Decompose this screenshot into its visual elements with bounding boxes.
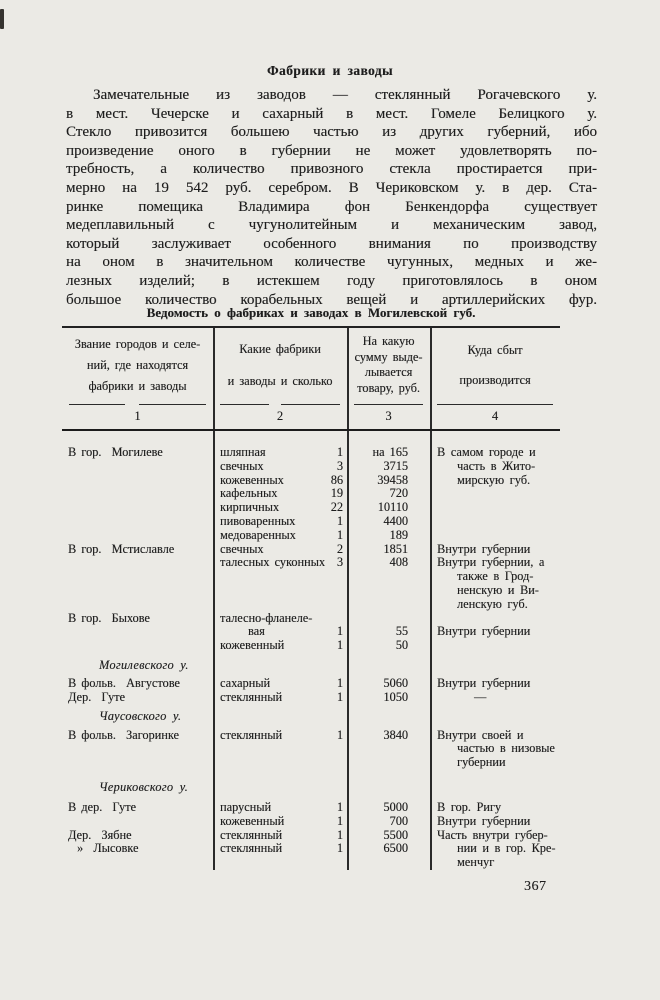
table-header: [62, 328, 560, 402]
cell-factory-count: 1: [336, 728, 343, 742]
cell-sum: [347, 570, 430, 584]
cell-factory: [213, 529, 347, 543]
paragraph-line: который заслуживает особенного внимания по производству: [66, 235, 597, 252]
table-row: [62, 729, 560, 743]
cell-sales: [430, 515, 560, 529]
cell-factory-type: талесных суконных: [220, 556, 326, 570]
cell-factory-count: 1: [336, 446, 343, 459]
cell-factory-type: стеклянный: [220, 728, 283, 742]
header-rule: [220, 404, 340, 405]
column-number: 1: [134, 409, 141, 423]
cell-sum: 5500: [383, 827, 408, 842]
column-number-cell: [213, 404, 347, 429]
cell-factory-count: 86: [330, 473, 343, 487]
column-number-row: [62, 404, 560, 429]
cell-factory-count: 3: [336, 459, 343, 473]
table-row: [62, 639, 560, 653]
cell-factory: [213, 842, 347, 856]
cell-location: [62, 556, 213, 570]
cell-factory: [213, 584, 347, 598]
column-number-cell: [347, 404, 430, 429]
cell-sum: 5060: [383, 675, 408, 690]
cell-factory-type: вая: [248, 625, 265, 639]
cell-sum: 10110: [377, 500, 408, 515]
cell-location: [62, 501, 213, 515]
cell-sum: 1851: [383, 541, 408, 556]
uezd-section-heading: Могилевского у.: [99, 657, 189, 672]
table-row: [62, 625, 560, 639]
cell-factory: [213, 515, 347, 529]
cell-factory-count: 1: [336, 842, 343, 856]
cell-factory-count: 1: [336, 639, 343, 653]
cell-sum: 3840: [383, 727, 408, 742]
table-row: [62, 742, 560, 756]
cell-factory-count: 1: [336, 676, 343, 690]
cell-sum: [347, 612, 430, 626]
table-row: [62, 677, 560, 691]
cell-sales: ненскую и Ви-: [457, 583, 539, 597]
cell-factory: [213, 460, 347, 474]
cell-location: Дер. Зябне: [68, 828, 132, 842]
body-paragraph: [66, 86, 597, 309]
paragraph-line: ринке помещика Владимира фон Бенкендорфа существует: [66, 198, 597, 215]
table-body: [62, 432, 560, 870]
cell-location: [62, 742, 213, 756]
cell-location: В гор. Могилеве: [68, 446, 163, 459]
cell-factory-type: кожевенный: [220, 814, 285, 828]
header-rule: [354, 404, 423, 405]
cell-factory-count: 1: [336, 690, 343, 704]
cell-sales: Внутри губернии: [437, 814, 531, 828]
paragraph-line: требность, а количество привозного стекла простирается при-: [66, 161, 597, 178]
table-row: [62, 529, 560, 543]
table-row: [62, 691, 560, 705]
cell-factory: [213, 446, 347, 460]
cell-factory-count: 1: [336, 528, 343, 542]
table-row: [62, 474, 560, 488]
cell-location: В фольв. Загоринке: [68, 728, 179, 742]
page-number: 367: [524, 879, 547, 894]
cell-sum: 189: [389, 527, 408, 542]
cell-location: [62, 529, 213, 543]
cell-factory: [213, 856, 347, 870]
cell-sales: [430, 487, 560, 501]
cell-factory: [213, 543, 347, 557]
table-row: [62, 815, 560, 829]
table-row: [62, 460, 560, 474]
cell-factory-count: 3: [336, 556, 343, 570]
cell-sum: 55: [395, 624, 408, 639]
table-row: [62, 829, 560, 843]
table-title: Ведомость о фабриках и заводах в Могилевской губ.: [146, 305, 476, 320]
column-number: 4: [491, 409, 499, 423]
cell-sum: 50: [395, 638, 408, 653]
cell-sales: Внутри губернии: [437, 625, 531, 639]
cell-factory-type: стеклянный: [220, 842, 283, 856]
cell-factory-count: 1: [336, 814, 343, 828]
table-row: [62, 842, 560, 856]
cell-sales: также в Грод-: [457, 570, 534, 584]
table-row: [62, 612, 560, 626]
cell-factory: [213, 612, 347, 626]
cell-factory: [213, 501, 347, 515]
cell-factory: [213, 677, 347, 691]
cell-factory: [213, 570, 347, 584]
cell-sum: 3715: [383, 458, 408, 473]
table-row: [62, 856, 560, 870]
header-line: и заводы и сколько: [227, 373, 333, 388]
cell-factory-count: 1: [336, 625, 343, 639]
header-line: Звание городов и селе-: [74, 336, 201, 351]
table-row: [62, 556, 560, 570]
header-line: лывается: [364, 365, 413, 380]
header-cell-factories: [213, 328, 347, 402]
header-line: ний, где находятся: [86, 357, 189, 372]
cell-location: [62, 756, 213, 770]
cell-factory-count: 1: [336, 514, 343, 528]
cell-factory: [213, 625, 347, 639]
cell-factory-type: стеклянный: [220, 828, 283, 842]
table-row: [62, 801, 560, 815]
header-rule: [69, 404, 206, 405]
cell-sum: 1050: [383, 689, 408, 704]
table-row: [62, 756, 560, 770]
cell-factory-count: 2: [336, 542, 343, 556]
cell-sum: [347, 598, 430, 612]
cell-factory-count: 19: [330, 487, 343, 501]
table-row: [62, 543, 560, 557]
cell-location: Дер. Гуте: [68, 690, 125, 704]
cell-sales: Часть внутри губер-: [437, 828, 548, 842]
cell-location: [62, 474, 213, 488]
header-line: сумму выде-: [354, 349, 423, 364]
table-row: [62, 584, 560, 598]
cell-sum: 4400: [383, 513, 408, 528]
cell-sales: частью в низовые: [457, 742, 555, 756]
page-heading: Фабрики и заводы: [267, 63, 393, 78]
cell-location: [62, 625, 213, 639]
cell-sales: Внутри губернии: [437, 542, 531, 556]
paragraph-line: на оном в значительном количестве чугунных, медных и же-: [66, 254, 597, 271]
cell-factory: [213, 742, 347, 756]
cell-factory: [213, 729, 347, 743]
cell-sales: [430, 501, 560, 515]
cell-factory: [213, 474, 347, 488]
cell-factory: [213, 815, 347, 829]
cell-factory: [213, 801, 347, 815]
header-rule: [437, 404, 553, 405]
cell-location: В гор. Быхове: [68, 611, 150, 625]
cell-factory-type: талесно-фланеле-: [220, 611, 313, 625]
cell-factory-count: 22: [330, 501, 343, 515]
cell-factory-type: кожевенный: [220, 639, 285, 653]
cell-sales: В гор. Ригу: [437, 800, 502, 814]
cell-sum: 5000: [383, 799, 408, 814]
cell-factory: [213, 598, 347, 612]
cell-factory-type: сахарный: [220, 676, 271, 690]
table-row: [62, 515, 560, 529]
cell-location: В дер. Гуте: [68, 800, 136, 814]
cell-factory: [213, 639, 347, 653]
paragraph-line: мерно на 19 542 руб. серебром. В Чериковском у. в дер. Ста-: [66, 179, 597, 196]
scan-artifact-mark: [0, 9, 4, 29]
cell-location: [62, 639, 213, 653]
header-cell-sales: [430, 328, 560, 402]
cell-sales: [430, 612, 560, 626]
column-number-cell: [430, 404, 560, 429]
cell-location: [62, 487, 213, 501]
column-number: 3: [385, 409, 392, 423]
factories-table: [62, 326, 560, 886]
cell-factory: [213, 487, 347, 501]
uezd-section-heading: Чериковского у.: [99, 779, 189, 794]
cell-factory-type: пивоваренных: [220, 514, 296, 528]
cell-sales: нии и в гор. Кре-: [457, 842, 556, 856]
table-row: [62, 487, 560, 501]
cell-factory-count: 1: [336, 828, 343, 842]
cell-factory-type: кожевенных: [220, 473, 284, 487]
cell-sum: 6500: [383, 841, 408, 856]
cell-sales: мирскую губ.: [457, 473, 531, 487]
cell-factory: [213, 829, 347, 843]
header-cell-locations: [62, 328, 213, 402]
cell-factory-type: кирпичных: [220, 501, 280, 515]
cell-location: [62, 584, 213, 598]
column-number-cell: [62, 404, 213, 429]
cell-factory-type: парусный: [220, 800, 272, 814]
cell-sales: часть в Жито-: [457, 459, 536, 473]
cell-location: [62, 515, 213, 529]
cell-sales: Внутри своей и: [437, 728, 524, 742]
cell-sales: губернии: [457, 756, 506, 770]
cell-factory: [213, 691, 347, 705]
column-number: 2: [276, 409, 284, 423]
cell-sales: ленскую губ.: [457, 597, 528, 611]
header-line: Какие фабрики: [239, 341, 321, 356]
paragraph-line: в мест. Чечерске и сахарный в мест. Гомеле Белицкого у.: [66, 105, 597, 122]
cell-factory-type: стеклянный: [220, 690, 283, 704]
cell-sum: [347, 856, 430, 870]
cell-sales: Внутри губернии: [437, 676, 531, 690]
cell-location: [62, 570, 213, 584]
cell-location: [62, 598, 213, 612]
cell-sum: 720: [389, 486, 408, 501]
table-row: [62, 446, 560, 460]
cell-sales: менчуг: [457, 856, 495, 870]
cell-sum: на 165: [372, 445, 408, 459]
cell-sales: Внутри губернии, а: [437, 556, 545, 570]
cell-factory: [213, 756, 347, 770]
cell-factory: [213, 556, 347, 570]
cell-location: [62, 815, 213, 829]
cell-location: В фольв. Августове: [68, 676, 180, 690]
cell-factory-count: 1: [336, 800, 343, 814]
paragraph-line: большое количество корабельных вещей и артиллерийских фур.: [66, 291, 597, 308]
cell-sum: 408: [389, 555, 408, 570]
paragraph-line: произведение оного в губернии не может удовлетворять по-: [66, 142, 597, 159]
uezd-section-heading: Чаусовского у.: [99, 708, 182, 723]
cell-sales: —: [474, 690, 487, 704]
paragraph-line: Стекло привозится большею частью из других губерний, ибо: [66, 124, 597, 141]
header-line: На какую: [362, 334, 415, 349]
cell-sales: [430, 639, 560, 653]
cell-location: [62, 856, 213, 870]
cell-location: » Лысовке: [77, 842, 139, 856]
cell-factory-type: шляпная: [220, 446, 266, 459]
paragraph-line: медеплавильный с чугунолитейным и механическим завод,: [66, 217, 597, 234]
cell-factory-type: свечных: [220, 542, 264, 556]
header-line: Куда сбыт: [467, 342, 523, 357]
cell-sales: [430, 529, 560, 543]
header-line: производится: [459, 372, 531, 387]
cell-factory-type: медоваренных: [220, 528, 296, 542]
cell-sum: 700: [389, 813, 408, 828]
table-row: [62, 598, 560, 612]
cell-factory-type: кафельных: [220, 487, 278, 501]
cell-sum: 39458: [377, 472, 408, 487]
cell-location: В гор. Мстиславле: [68, 542, 175, 556]
header-line: фабрики и заводы: [88, 378, 187, 393]
paragraph-line: Замечательные из заводов — стеклянный Рогачевского у.: [93, 87, 597, 103]
table-row: [62, 501, 560, 515]
cell-location: [62, 460, 213, 474]
cell-sum: [347, 742, 430, 756]
cell-sales: В самом городе и: [437, 446, 536, 459]
table-row: [62, 570, 560, 584]
header-line: товару, руб.: [357, 380, 420, 395]
header-cell-sum: [347, 328, 430, 402]
cell-factory-type: свечных: [220, 459, 264, 473]
cell-sum: [347, 584, 430, 598]
cell-sum: [347, 756, 430, 770]
paragraph-line: лезных изделий; в истекшем году приготовлялось в оном: [66, 272, 597, 289]
